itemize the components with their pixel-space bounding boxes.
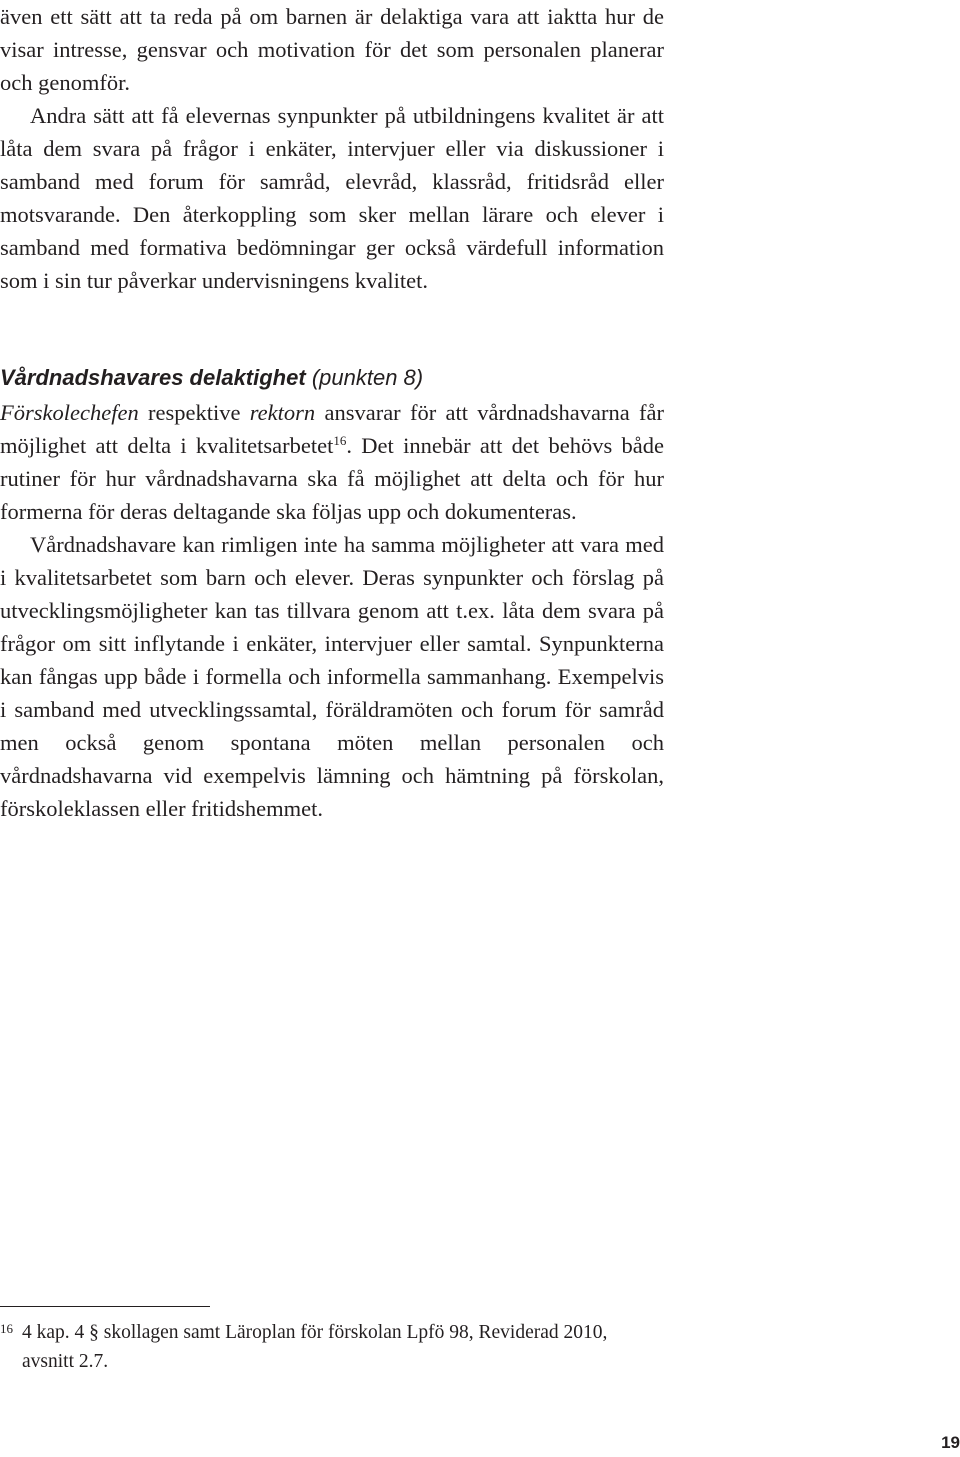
section-vardnadshavare [0,362,664,825]
paragraph: Andra sätt att få elevernas synpunkter på utbildningens kvalitet är att låta dem svara på frågor i enkäter, intervjuer eller via diskussioner i samband med forum för samråd, elevråd, klassråd, fritidsråd eller motsvarande. Den återkoppling som sker mellan lärare och elever i samband med formativa bedömningar ger också värdefull information som i sin tur påverkar undervisningens kvalitet. [0,103,664,293]
page-number: 19 [941,1433,960,1452]
footnote-reference: 16 [333,433,347,448]
footnote-text: 4 kap. 4 § skollagen samt Läroplan för förskolan Lpfö 98, Reviderad 2010, avsnitt 2.7. [22,1322,608,1372]
section-heading-reference: (punkten 8) [311,365,424,390]
section-heading [0,362,664,394]
text-fragment: respektive [138,400,250,425]
text-fragment: . Det innebär att det behövs både rutiner för hur vårdnadshavarna ska få möjlighet att delta och för hur formerna för deras deltagande ska följas upp och dokumenteras. [0,433,664,524]
intro-text [0,0,664,297]
text-fragment: ansvarar för att vårdnadshavarna får möjlighet att delta i kvalitetsarbetet [0,400,664,458]
footnote-number: 16 [0,1321,13,1336]
paragraph: Vårdnadshavare kan rimligen inte ha samma möjligheter att vara med i kvalitetsarbetet som barn och elever. Deras synpunkter och förslag på utvecklingsmöjligheter kan tas tillvara genom att t.ex. låta dem svara på frågor om sitt inflytande i enkäter, intervjuer eller samtal. Synpunkterna kan fångas upp både i formella och informella sammanhang. Exempelvis i samband med utvecklingssamtal, föräldramöten och forum för samråd men också genom spontana möten mellan personalen och vårdnadshavarna vid exempelvis lämning och hämtning på förskolan, förskoleklassen eller fritidshemmet. [0,532,664,821]
section-heading-title: Vårdnadshavares delaktighet [0,365,306,390]
term-forskolechefen: Förskolechefen [0,400,139,425]
paragraph [0,396,664,528]
footnote [0,1318,664,1376]
footnote-divider [0,1306,210,1307]
paragraph: även ett sätt att ta reda på om barnen är delaktiga vara att iaktta hur de visar intresse, gensvar och motivation för det som personalen planerar och genomför. [0,4,664,95]
term-rektorn: rektorn [249,400,316,425]
